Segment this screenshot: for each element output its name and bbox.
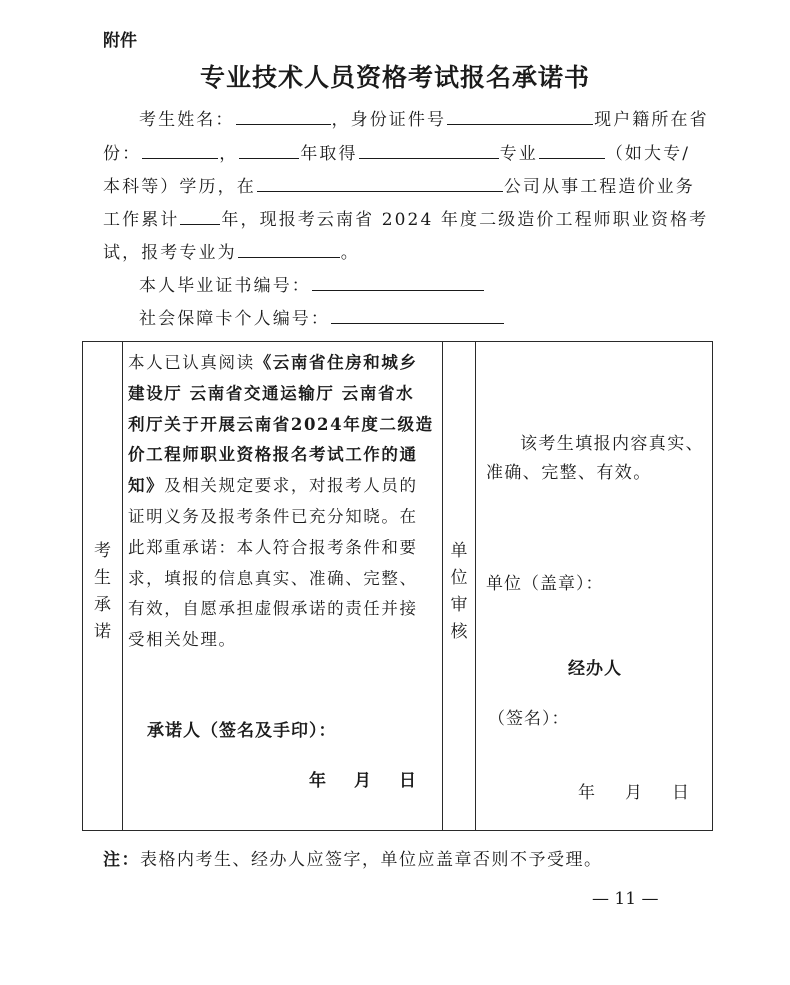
- promise-content-cell: [123, 342, 443, 831]
- form-line-2: 份： ， 年取得 专业 （如大专/: [103, 141, 690, 165]
- diploma-line: 本人毕业证书编号：: [139, 273, 485, 297]
- year-field[interactable]: [239, 141, 299, 159]
- years-worked-field[interactable]: [180, 207, 220, 225]
- attachment-label: 附件: [103, 31, 137, 51]
- name-field[interactable]: [236, 107, 331, 125]
- page-number: — 11 —: [592, 889, 659, 909]
- degree-field[interactable]: [539, 141, 605, 159]
- form-line-1: 考生姓名： ，身份证件号 现户籍所在省: [139, 107, 709, 131]
- form-line-4: 工作累计 年，现报考云南省 2024 年度二级造价工程师职业资格考: [103, 207, 708, 231]
- unit-seal-label: 单位（盖章）：: [486, 574, 604, 594]
- form-line-3: 本科等）学历，在 公司从事工程造价业务: [103, 174, 695, 198]
- id-number-field[interactable]: [447, 107, 593, 125]
- handler-label: 经办人: [568, 659, 622, 679]
- diploma-number-field[interactable]: [312, 273, 484, 291]
- unit-review-cell: [476, 342, 713, 831]
- unit-review-header: 单 位 审 核: [450, 541, 468, 642]
- page-title: 专业技术人员资格考试报名承诺书: [199, 63, 590, 92]
- footer-note: 注：表格内考生、经办人应签字，单位应盖章否则不予受理。: [103, 850, 603, 870]
- major-field[interactable]: [359, 141, 499, 159]
- promiser-signature-label: 承诺人（签名及手印）：: [147, 721, 337, 741]
- exam-major-field[interactable]: [238, 240, 340, 258]
- social-security-line: 社会保障卡个人编号：: [139, 306, 505, 330]
- handler-signature-label: （签名）：: [488, 709, 570, 729]
- promise-date: 年 月 日: [309, 771, 416, 791]
- candidate-promise-header-cell: [83, 342, 123, 831]
- form-line-5: 试，报考专业为 。: [103, 240, 360, 264]
- social-security-field[interactable]: [331, 306, 504, 324]
- candidate-promise-header: 考 生 承 诺: [94, 541, 111, 642]
- unit-date: 年 月 日: [578, 783, 689, 803]
- promise-table: [82, 341, 713, 831]
- company-field[interactable]: [257, 174, 503, 192]
- province-field[interactable]: [142, 141, 218, 159]
- unit-review-text: 该考生填报内容真实、 准确、完整、有效。: [486, 434, 704, 483]
- unit-review-header-cell: [443, 342, 476, 831]
- promise-text: 本人已认真阅读《云南省住房和城乡 建设厅 云南省交通运输厅 云南省水 利厅关于开展云南省2024年度二级造 价工程师职业资格报名考试工作的通 知》及相关规定要求，对报考人员的 证明义务及报考条件已充分知晓。在 此郑重承诺：本人符合报考条件和要 求，填报的信息真实、准确、完整、 有效，自愿承担虚假承诺的责任并接 受相关处理。: [128, 353, 434, 650]
